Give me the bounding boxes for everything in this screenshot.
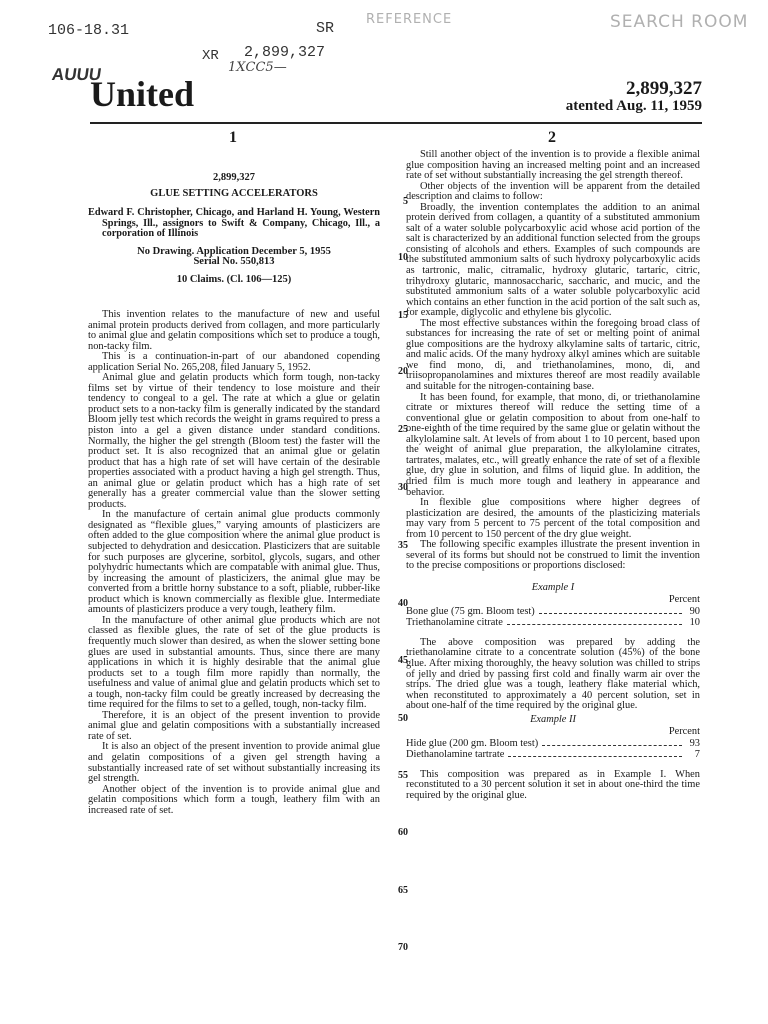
sr-mark: SR bbox=[316, 20, 335, 37]
paragraph: Other objects of the invention will be apparent from the detailed description and claims to follow: bbox=[406, 180, 700, 203]
line-number: 45 bbox=[398, 655, 408, 666]
paragraph: This invention relates to the manufacture of new and useful animal protein products derived from collagen, and more particularly to animal glue and gelatin compositions which set to produce a tough, non-tacky film. bbox=[88, 309, 380, 352]
table-row bbox=[406, 617, 700, 628]
header-patent-number: 2,899,327 bbox=[626, 78, 702, 99]
line-number: 35 bbox=[398, 540, 408, 551]
line-number: 10 bbox=[398, 252, 408, 263]
paragraph: It is also an object of the present invention to provide animal glue and gelatin compositions of a given gel strength having a substantially increased rate of set without substantially increasing its gel strength. bbox=[88, 741, 380, 785]
ingredient-name: Diethanolamine tartrate bbox=[406, 748, 505, 760]
left-column-body bbox=[88, 310, 380, 816]
paragraph: This is a continuation-in-part of our abandoned copending application Serial No. 265,208, filed January 5, 1952. bbox=[88, 351, 380, 373]
application-info: No Drawing. Application December 5, 1955 bbox=[137, 246, 331, 257]
paragraph: In the manufacture of other animal glue products which are not classed as flexible glues, the rate of set of the glue products is frequently much slower than desired, as when the slower setting bone glues are used in substantial amounts. Thus, since there are many applications in which it is highly desirable that the animal glue products set to a tough film more rapidly than normally, the usefulness and value of animal glue and gelatin products which set to a tough, non-tacky film could be greatly increased by decreasing the time required for the films to set to a gelled, tough, non-tacky film. bbox=[88, 614, 380, 711]
serial-number: Serial No. 550,813 bbox=[193, 256, 275, 267]
line-number: 50 bbox=[398, 713, 408, 724]
paragraph: The following specific examples illustrate the present invention in several of its forms but should not be construed to limit the invention to the precise compositions or proportions disclosed: bbox=[406, 539, 700, 572]
right-column-body bbox=[406, 150, 700, 801]
table-row bbox=[406, 738, 700, 749]
line-numbers bbox=[378, 0, 408, 1024]
example-2-heading: Example II bbox=[530, 713, 576, 725]
paragraph: In flexible glue compositions where higher degrees of plasticization are desired, the amounts of the plasticizing materials may vary from 5 percent to 75 percent of the total composition and from 10 percent to 150 percent of the dry glue weight. bbox=[406, 497, 700, 540]
ingredient-percent: 93 bbox=[689, 737, 700, 749]
line-number: 40 bbox=[398, 598, 408, 609]
table-row bbox=[406, 749, 700, 760]
ingredient-name: Bone glue (75 gm. Bloom test) bbox=[406, 605, 535, 617]
line-number: 25 bbox=[398, 424, 408, 435]
left-stamp: AUUU bbox=[50, 65, 103, 84]
paragraph: Still another object of the invention is to provide a flexible animal glue composition having an increased melting point and an increased rate of set without substantially increasing the gel strength thereof. bbox=[406, 149, 700, 182]
typed-patent-number: 2,899,327 bbox=[244, 44, 326, 61]
reference-stamp: REFERENCE bbox=[366, 12, 453, 27]
search-room-stamp: SEARCH ROOM bbox=[610, 12, 749, 32]
line-number: 30 bbox=[398, 482, 408, 493]
paragraph: It has been found, for example, that mono, di, or triethanolamine citrate or mixtures thereof will reduce the setting time of a conventional glue or gelatin composition to about from one-half to one-eighth of the time required by the same glue or gelatin without the alkylolamine salt. At levels of from about 1 to 10 percent, based upon the weight of animal glue preparation, the alkylolamine citrates, tartrates, malates, etc., will greatly enhance the rate of set of a flexible glue, dry glue in solution, and films of liquid glue. In addition, the dried film is much more tough and leathery in appearance and behavior. bbox=[406, 391, 700, 498]
example-2-unit: Percent bbox=[668, 725, 700, 737]
paragraph: The above composition was prepared by adding the triethanolamine citrate to a concentrate solution (45%) of the bone glue. After mixing thoroughly, the heavy solution was chilled to strips of jelly and dried by passing first cold and finally warm air over the strips. The dried glue was a tough, leathery flake material which, when reconstituted to approximately a 40 percent solution, set in about one-half of the time required by the original glue. bbox=[406, 636, 700, 712]
paragraph: This composition was prepared as in Example I. When reconstituted to a 30 percent solution it set in about one-third the time required by the original glue. bbox=[406, 768, 700, 801]
handwritten-note: 1𝑋CC5— bbox=[228, 60, 287, 75]
line-number: 70 bbox=[398, 942, 408, 953]
column-number-right: 2 bbox=[548, 129, 556, 146]
paragraph: In the manufacture of certain animal glue products commonly designated as “flexible glues,” varying amounts of plasticizers are often added to the glue composition where the animal glue product is subjected to dehydration and desiccation. Plasticizers that are suitable for such purposes are glycerine, sorbitol, glycols, sugars, and other polyhydric humectants which are compatable with animal glue. Thus, by increasing the amount of plasticizers, the animal glue may be converted from a brittle horny substance to a soft, pliable, rubber-like product which is known commercially as flexible glue. Intermediate amounts of plasticizers produce a very tough, leathery film. bbox=[88, 509, 380, 616]
leader-dots bbox=[539, 606, 682, 614]
paragraph: Another object of the invention is to provide animal glue and gelatin compositions which form a tough, leathery film with an increased rate of set. bbox=[88, 783, 380, 816]
leader-dots bbox=[542, 738, 682, 746]
table-row bbox=[406, 606, 700, 617]
line-number: 5 bbox=[403, 196, 408, 207]
column-number-left: 1 bbox=[229, 129, 237, 146]
leader-dots bbox=[507, 617, 682, 625]
ingredient-name: Triethanolamine citrate bbox=[406, 616, 503, 628]
header-title-fragment: United bbox=[90, 74, 195, 114]
line-number: 55 bbox=[398, 770, 408, 781]
ingredient-percent: 10 bbox=[689, 616, 700, 628]
line-number: 65 bbox=[398, 885, 408, 896]
example-1-unit: Percent bbox=[668, 593, 700, 605]
invention-title: GLUE SETTING ACCELERATORS bbox=[150, 188, 318, 199]
line-number: 60 bbox=[398, 827, 408, 838]
class-number: 106-18.31 bbox=[48, 22, 130, 39]
paragraph: Broadly, the invention contemplates the addition to an animal protein derived from collagen, a quantity of a substituted ammonium salt of a water soluble polycarboxylic acid whose acid portion of the salt is characterized by an additional function selected from the groups consisting of alcohols and ethers. Examples of such compounds are the substituted ammonium salts of such hydroxy polycarboxylic acids as tartronic, malic, citramalic, hydroxy glutaric, tartaric, citric, trihydroxy glutaric, mannosaccharic, saccharic, and mucic, and the substituted ammonium salts of a water soluble polycarboxylic acid which contains an ether function in the acid portion of the salt such as, for example, diglycolic and ethylene bis glycolic. bbox=[406, 201, 700, 319]
paragraph: The most effective substances within the foregoing broad class of substances for increasing the rate of set or melting point of animal glue compositions are the hydroxy alkylamine salts of tartaric, citric, and malic acids. Of the many hydroxy alkyl amines which are suitable we find mono, di, and triethanolamines, mono, di, and triisopropanolamines and mixtures thereof are most readily available and suitable for the nitrogen-containing base. bbox=[406, 317, 700, 393]
inventors: Edward F. Christopher, Chicago, and Harland H. Young, Western Springs, Ill., assignors to Swift & Company, Chicago, Ill., a corporation of Illinois bbox=[88, 207, 380, 240]
xr-mark: XR bbox=[202, 48, 219, 64]
ingredient-percent: 90 bbox=[689, 605, 700, 617]
ingredient-name: Hide glue (200 gm. Bloom test) bbox=[406, 737, 539, 749]
paragraph: Animal glue and gelatin products which form tough, non-tacky films set by virtue of their tendency to lose moisture and their tendency to congeal to a gel. The rate at which a glue or gelatin product sets to a non-tacky film is generally indicated by the standard Bloom jelly test which records the weight in grams required to press a piston into a gel a given distance under standard conditions. Normally, the higher the gel strength (Bloom test) the faster will the product set. It is also recognized that an animal glue or gelatin product that has a high rate of set will have certain of the desirable properties associated with a product having a high gel strength. Thus, an animal glue or gelatin product which has a high rate of set generally has a greater commercial value than the slower setting products. bbox=[88, 372, 380, 510]
paragraph: Therefore, it is an object of the present invention to provide animal glue and gelatin compositions with a substantially increased rate of set. bbox=[88, 709, 380, 742]
example-1-heading: Example I bbox=[531, 581, 575, 593]
header-date: atented Aug. 11, 1959 bbox=[565, 98, 702, 114]
line-number: 20 bbox=[398, 366, 408, 377]
leader-dots bbox=[508, 749, 682, 757]
claims-info: 10 Claims. (Cl. 106—125) bbox=[176, 274, 292, 285]
ingredient-percent: 7 bbox=[694, 748, 700, 760]
line-number: 15 bbox=[398, 310, 408, 321]
front-patent-number: 2,899,327 bbox=[213, 172, 255, 183]
